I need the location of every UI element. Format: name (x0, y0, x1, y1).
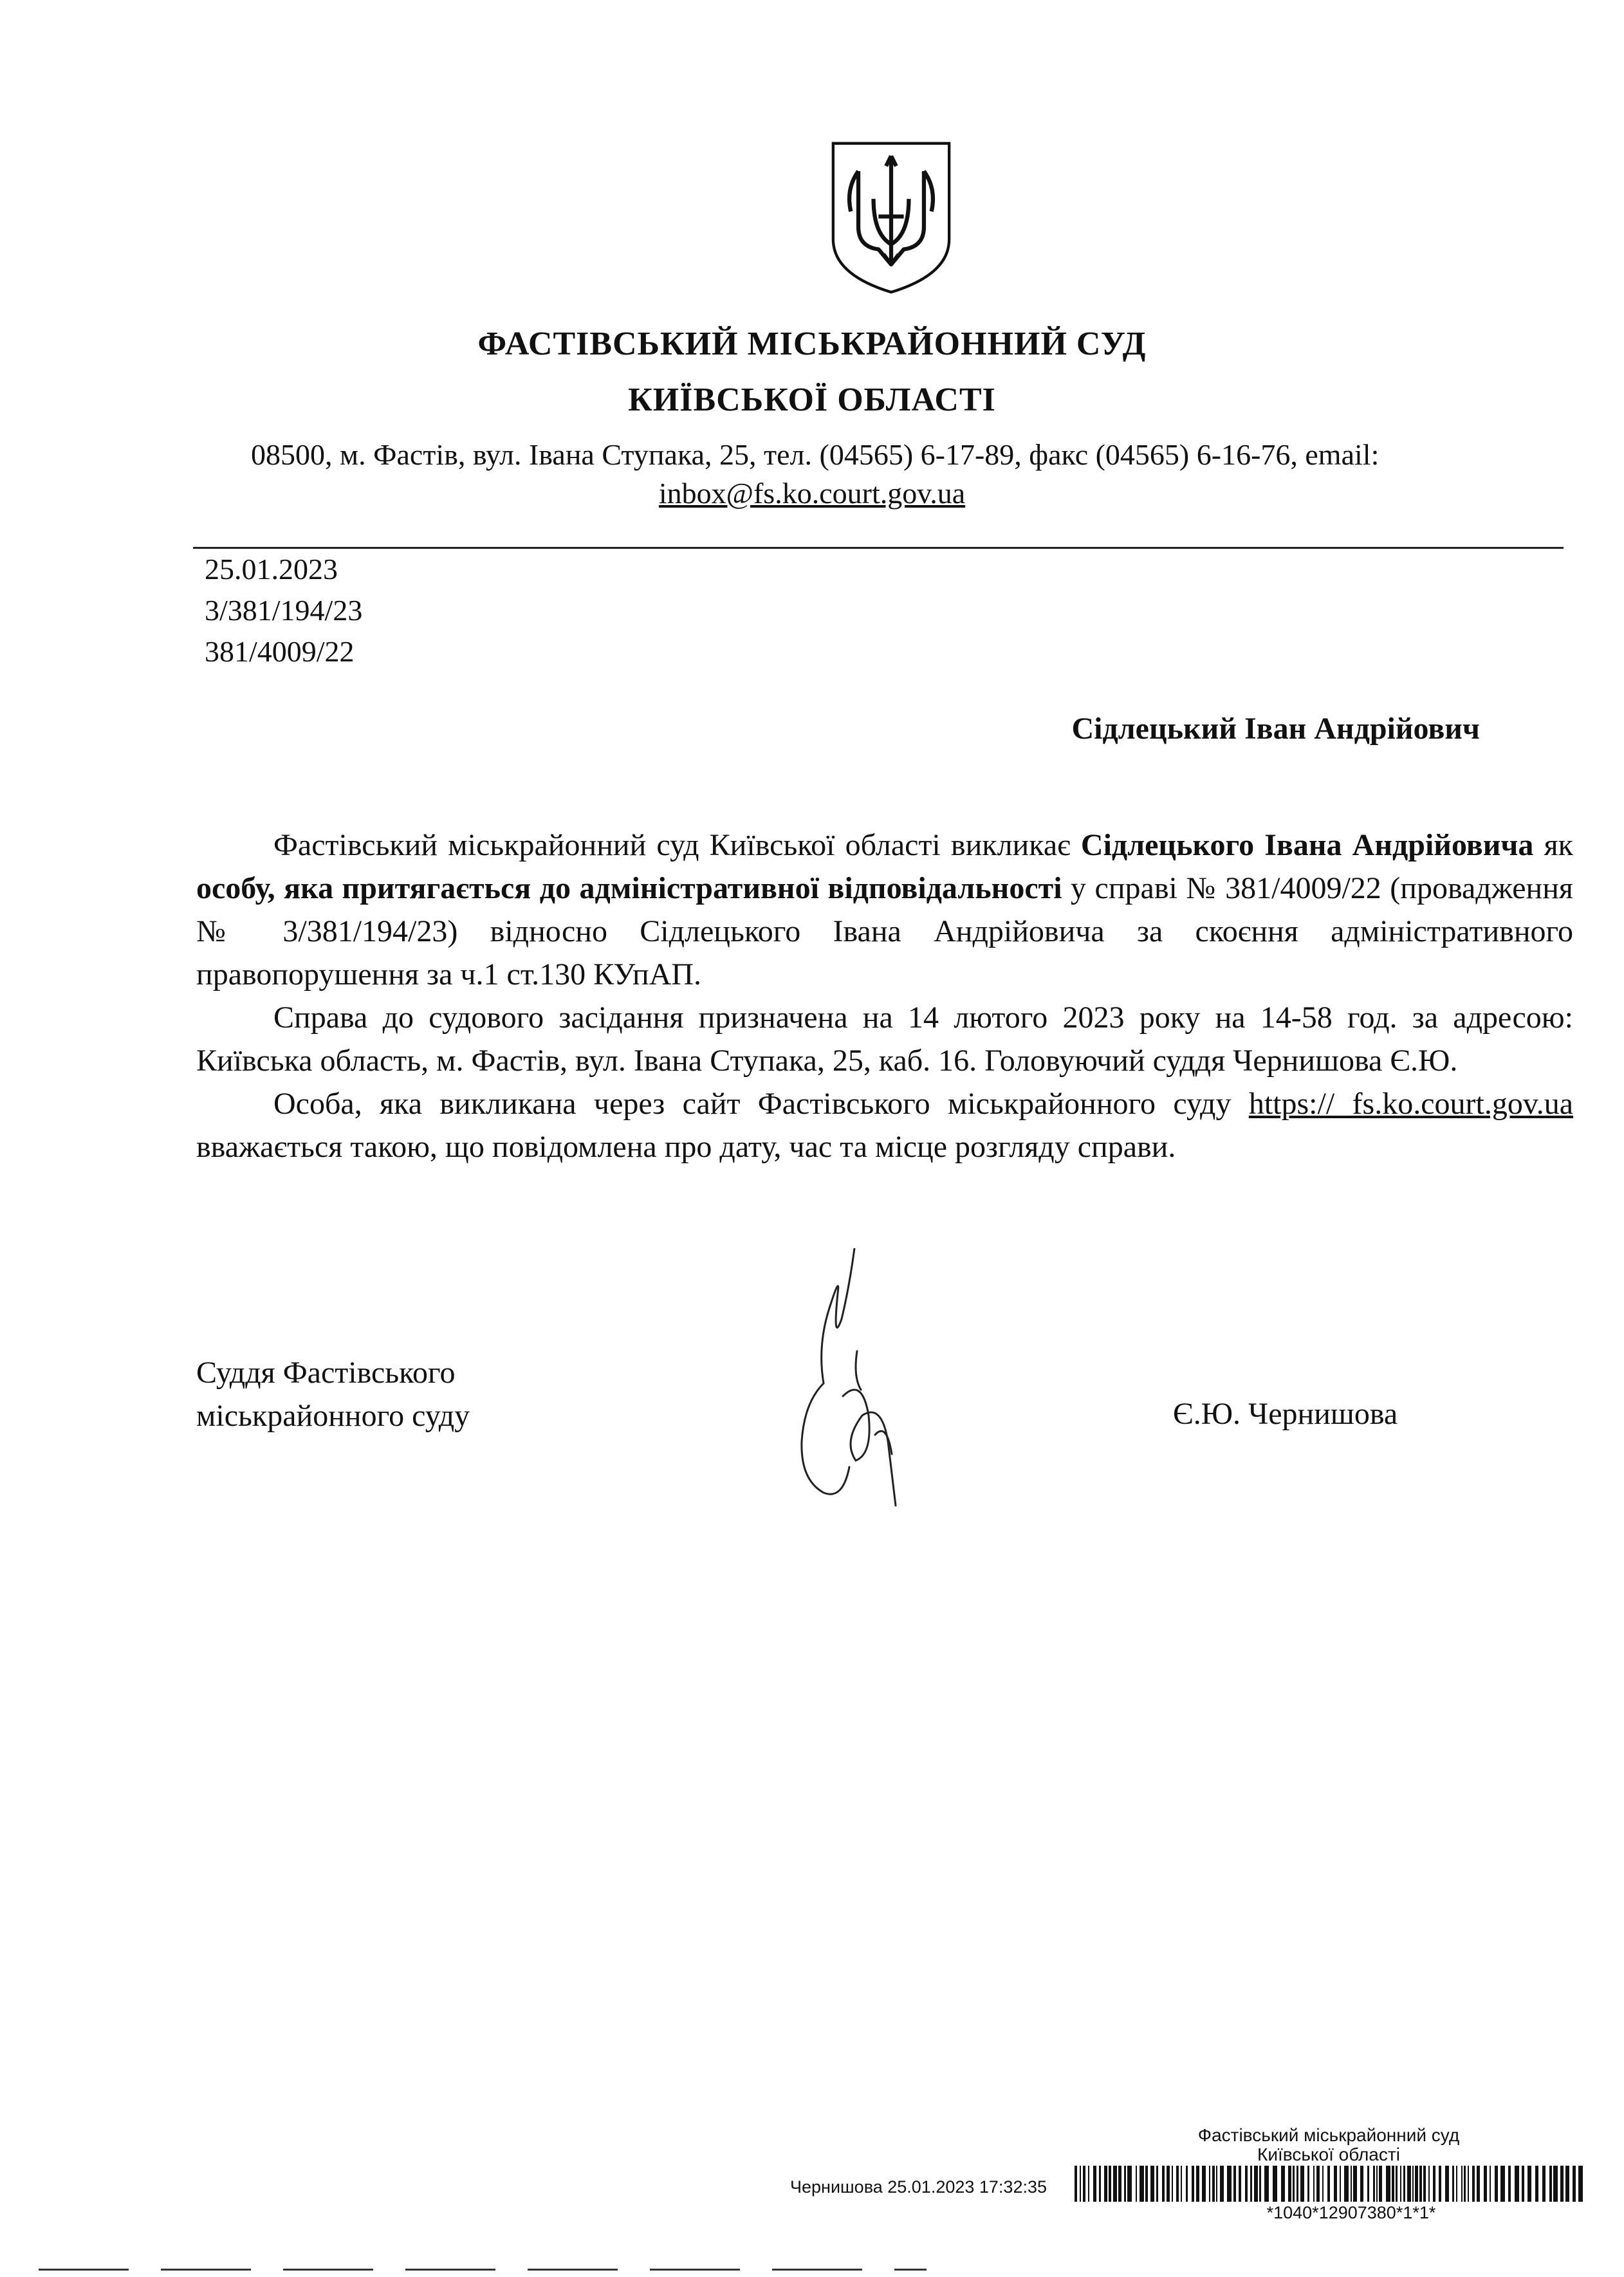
court-email-link[interactable]: inbox@fs.ko.court.gov.ua (658, 477, 966, 510)
body-paragraph-1 (196, 824, 1573, 996)
barcode-bar (1186, 2166, 1188, 2202)
barcode-bar (1220, 2166, 1224, 2202)
barcode-bar (1109, 2166, 1111, 2202)
barcode-bar (1212, 2166, 1215, 2202)
barcode-bar (1118, 2166, 1121, 2202)
barcode-bar (1080, 2166, 1081, 2202)
barcode-bar (1452, 2166, 1454, 2202)
stamp-court-line-2: Київської області (1257, 2144, 1400, 2164)
signatory-title (196, 1351, 470, 1437)
barcode-bar (1136, 2166, 1137, 2202)
barcode-bar (1145, 2166, 1148, 2202)
barcode-bar (1300, 2166, 1304, 2202)
barcode-bar (1334, 2166, 1337, 2202)
barcode-bar (1150, 2166, 1154, 2202)
barcode-bar (1439, 2166, 1441, 2202)
barcode-bar (1400, 2166, 1401, 2202)
p1-person-role: особу, яка притягається до адміністративної відповідальності (196, 871, 1062, 905)
barcode-bar (1553, 2166, 1558, 2202)
barcode-bar (1367, 2166, 1369, 2202)
barcode-bar (1296, 2166, 1298, 2202)
barcode-bar (1293, 2166, 1295, 2202)
barcode-bar (1192, 2166, 1194, 2202)
header-divider (193, 547, 1564, 549)
barcode-bar (1254, 2166, 1258, 2202)
barcode-bar (1316, 2166, 1320, 2202)
addressee-name: Сідлецький Іван Андрійович (1071, 712, 1480, 746)
barcode-bar (1472, 2166, 1475, 2202)
barcode-bar (1104, 2166, 1107, 2202)
barcode-bar (1088, 2166, 1089, 2202)
barcode-bar (1340, 2166, 1341, 2202)
barcode-bar (1373, 2166, 1375, 2202)
barcode-bar (1162, 2166, 1165, 2202)
barcode-bar (1127, 2166, 1132, 2202)
judge-name: Є.Ю. Чернишова (1173, 1397, 1398, 1431)
barcode-bar (1522, 2166, 1524, 2202)
body-paragraph-2: Справа до судового засідання призначена на 14 лютого 2023 року на 14-58 год. за адресою: Київська область, м. Фастів, вул. Івана Ступака, 25, каб. 16. Головуючий суддя Чернишова Є.Ю. (196, 1000, 1573, 1078)
barcode-bar (1578, 2166, 1583, 2202)
barcode-bar (1461, 2166, 1463, 2202)
barcode-bar (1313, 2166, 1315, 2202)
barcode (1075, 2166, 1586, 2202)
barcode-bar (1423, 2166, 1426, 2202)
barcode-bar (1307, 2166, 1309, 2202)
barcode-bar (1351, 2166, 1352, 2202)
barcode-bar (1281, 2166, 1285, 2202)
stamp-signer-datetime: Чернишова 25.01.2023 17:32:35 (790, 2177, 1047, 2197)
letter-body (196, 824, 1573, 1168)
court-website-link[interactable]: https:// fs.ko.court.gov.ua (1248, 1087, 1574, 1121)
barcode-bar (1464, 2166, 1466, 2202)
barcode-bar (1445, 2166, 1449, 2202)
barcode-bar (1560, 2166, 1564, 2202)
barcode-bar (1500, 2166, 1505, 2202)
barcode-bar (1093, 2166, 1096, 2202)
barcode-bar (1477, 2166, 1480, 2202)
barcode-bar (1239, 2166, 1241, 2202)
barcode-bar (1549, 2166, 1552, 2202)
barcode-bar (1490, 2166, 1491, 2202)
p1-text-b: як (1533, 828, 1573, 862)
barcode-bar (1259, 2166, 1261, 2202)
barcode-bar (1565, 2166, 1569, 2202)
court-region: КИЇВСЬКОЇ ОБЛАСТІ (628, 382, 996, 418)
bottom-dashed-line (39, 2269, 927, 2271)
barcode-bar (1407, 2166, 1411, 2202)
barcode-bar (1396, 2166, 1398, 2202)
handwritten-signature (779, 1248, 927, 1518)
signatory-title-line-1: Суддя Фастівського (196, 1356, 456, 1390)
barcode-bar (1099, 2166, 1101, 2202)
stamp-court-name (1168, 2126, 1490, 2164)
barcode-bar (1322, 2166, 1324, 2202)
p1-text-c: у справі № 381/4009/22 (провадження № 3/381/194/23) відносно Сідлецького Івана Андрійовича за скоєння адміністративного правопорушення за ч.1 ст.130 КУпАП. (196, 871, 1573, 991)
p3-text-a: Особа, яка викликана через сайт Фастівського міськрайонного суду (273, 1087, 1249, 1121)
barcode-bar (1176, 2166, 1179, 2202)
court-name: ФАСТІВСЬКИЙ МІСЬКРАЙОННИЙ СУД (477, 326, 1147, 362)
barcode-bar (1140, 2166, 1144, 2202)
barcode-bar (1227, 2166, 1232, 2202)
barcode-bar (1264, 2166, 1269, 2202)
barcode-bar (1542, 2166, 1546, 2202)
barcode-bar (1196, 2166, 1199, 2202)
barcode-bar (1392, 2166, 1394, 2202)
barcode-bar (1508, 2166, 1511, 2202)
barcode-bar (1250, 2166, 1252, 2202)
barcode-bar (1209, 2166, 1210, 2202)
barcode-bar (1167, 2166, 1170, 2202)
barcode-bar (1172, 2166, 1173, 2202)
barcode-bar (1376, 2166, 1378, 2202)
barcode-bar (1202, 2166, 1206, 2202)
barcode-bar (1083, 2166, 1085, 2202)
barcode-bar (1327, 2166, 1330, 2202)
barcode-bar (1535, 2166, 1538, 2202)
barcode-bar (1344, 2166, 1349, 2202)
barcode-bar (1075, 2166, 1077, 2202)
barcode-bar (1412, 2166, 1414, 2202)
p1-person-name: Сідлецького Івана Андрійовича (1080, 828, 1534, 862)
letter-date: 25.01.2023 (205, 553, 338, 585)
p3-text-b: вважається такою, що повідомлена про дату, час та місце розгляду справи. (196, 1130, 1176, 1164)
barcode-bar (1419, 2166, 1422, 2202)
barcode-bar (1515, 2166, 1519, 2202)
barcode-bar (1468, 2166, 1469, 2202)
barcode-bar (1403, 2166, 1405, 2202)
barcode-bar (1484, 2166, 1487, 2202)
barcode-bar (1124, 2166, 1126, 2202)
barcode-bar (1415, 2166, 1418, 2202)
barcode-bar (1379, 2166, 1382, 2202)
signatory-title-line-2: міськрайонного суду (196, 1399, 470, 1433)
barcode-bar (1527, 2166, 1531, 2202)
barcode-bar (1573, 2166, 1576, 2202)
barcode-bar (1386, 2166, 1390, 2202)
barcode-bar (1353, 2166, 1357, 2202)
p1-text-a: Фастівський міськрайонний суд Київської області викликає (273, 828, 1081, 862)
court-address: 08500, м. Фастів, вул. Івана Ступака, 25, тел. (04565) 6-17-89, факс (04565) 6-16-76, email: (251, 438, 1379, 471)
barcode-bar (1495, 2166, 1498, 2202)
barcode-bar (1428, 2166, 1430, 2202)
barcode-bar (1245, 2166, 1248, 2202)
barcode-bar (1273, 2166, 1277, 2202)
proceeding-number: 3/381/194/23 (205, 594, 363, 627)
barcode-number: *1040*12907380*1*1* (1266, 2203, 1436, 2222)
barcode-bar (1360, 2166, 1363, 2202)
case-number: 381/4009/22 (205, 635, 355, 668)
barcode-bar (1181, 2166, 1182, 2202)
barcode-bar (1233, 2166, 1236, 2202)
barcode-bar (1456, 2166, 1457, 2202)
barcode-bar (1156, 2166, 1158, 2202)
barcode-bar (1216, 2166, 1217, 2202)
stamp-court-line-1: Фастівський міськрайонний суд (1197, 2125, 1460, 2145)
trident-coat-of-arms-icon (827, 138, 955, 296)
body-paragraph-3 (196, 1082, 1573, 1168)
barcode-bar (1113, 2166, 1117, 2202)
barcode-bar (1288, 2166, 1291, 2202)
barcode-bar (1433, 2166, 1435, 2202)
